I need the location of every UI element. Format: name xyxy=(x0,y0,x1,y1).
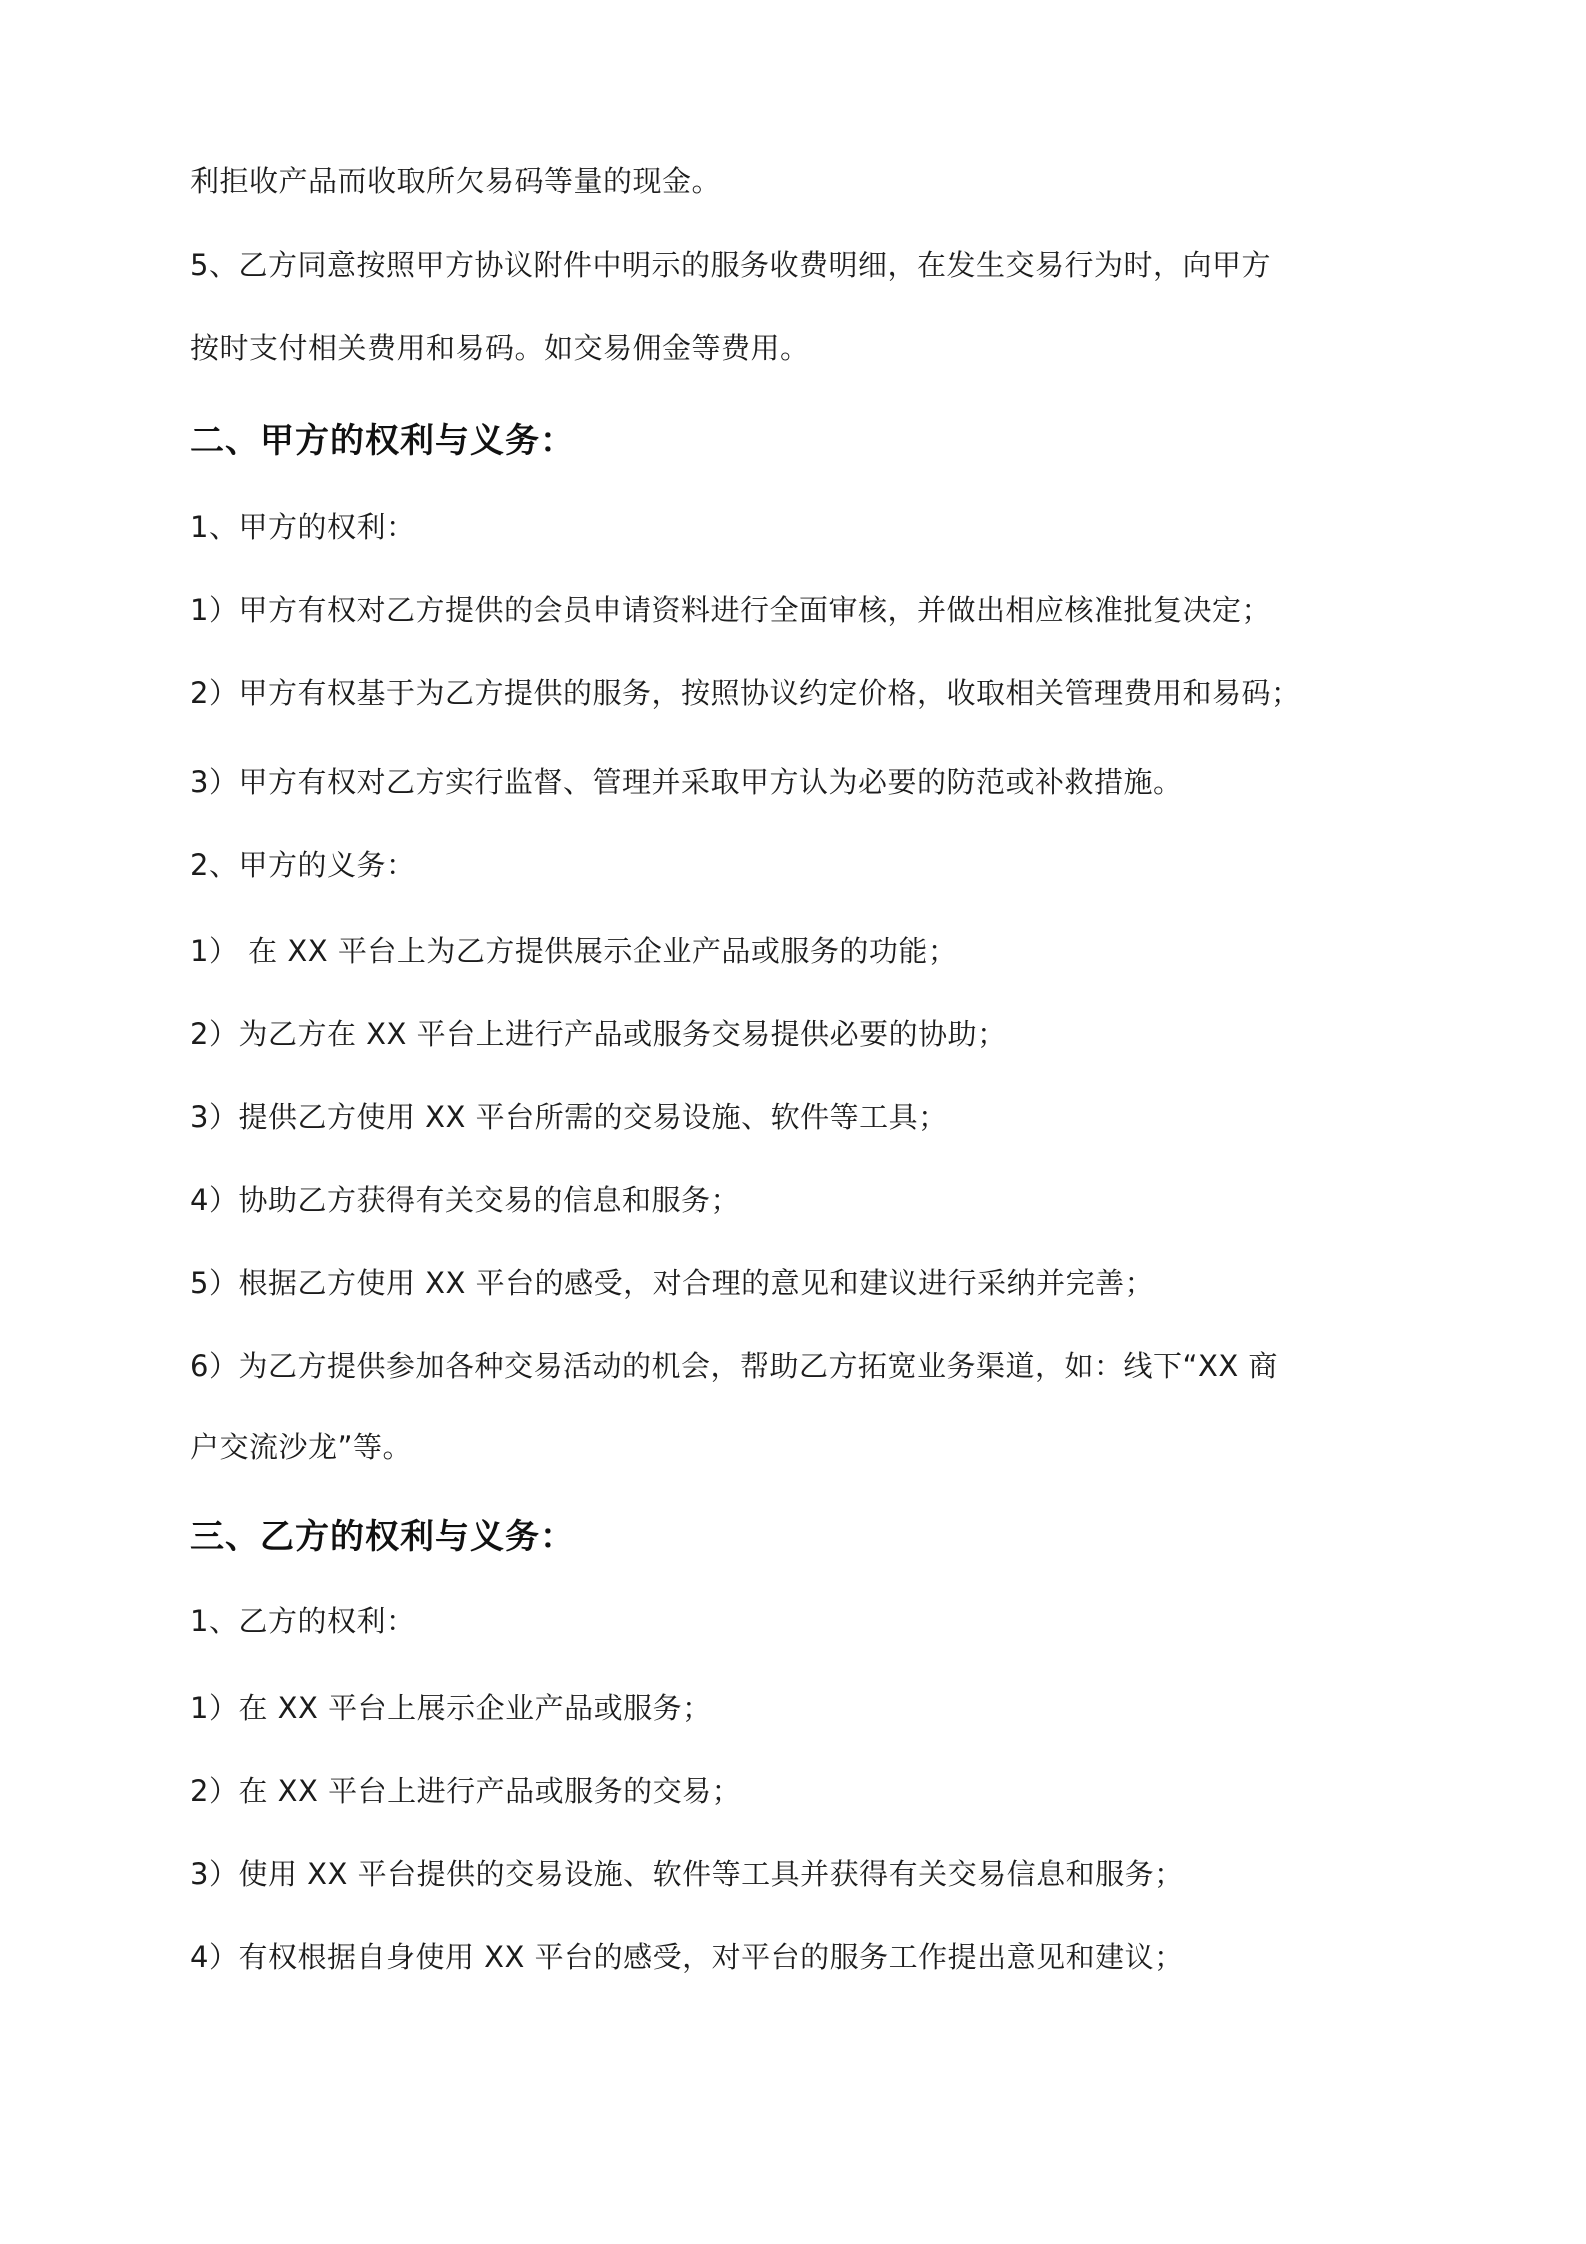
list-item: 2）在 XX 平台上进行产品或服务的交易； xyxy=(190,1774,742,1808)
list-item: 1）在 XX 平台上展示企业产品或服务； xyxy=(190,1691,712,1725)
list-item: 3）甲方有权对乙方实行监督、管理并采取甲方认为必要的防范或补救措施。 xyxy=(190,765,1183,799)
subsection-title-party-a-rights: 1、甲方的权利： xyxy=(190,510,416,544)
list-item-cont: 户交流沙龙”等。 xyxy=(190,1430,413,1464)
paragraph-continuation: 利拒收产品而收取所欠易码等量的现金。 xyxy=(190,164,722,198)
list-item: 5）根据乙方使用 XX 平台的感受，对合理的意见和建议进行采纳并完善； xyxy=(190,1266,1155,1300)
list-item: 4）有权根据自身使用 XX 平台的感受，对平台的服务工作提出意见和建议； xyxy=(190,1940,1184,1974)
section-heading-2: 二、甲方的权利与义务： xyxy=(190,421,575,461)
paragraph-item-5: 5、乙方同意按照甲方协议附件中明示的服务收费明细，在发生交易行为时，向甲方 xyxy=(190,248,1271,282)
list-item: 1） 在 XX 平台上为乙方提供展示企业产品或服务的功能； xyxy=(190,934,958,968)
subsection-title-party-b-rights: 1、乙方的权利： xyxy=(190,1604,416,1638)
list-item: 3）提供乙方使用 XX 平台所需的交易设施、软件等工具； xyxy=(190,1100,948,1134)
paragraph-item-5-cont: 按时支付相关费用和易码。如交易佣金等费用。 xyxy=(190,331,810,365)
list-item: 3）使用 XX 平台提供的交易设施、软件等工具并获得有关交易信息和服务； xyxy=(190,1857,1184,1891)
list-item: 2）为乙方在 XX 平台上进行产品或服务交易提供必要的协助； xyxy=(190,1017,1007,1051)
section-heading-3: 三、乙方的权利与义务： xyxy=(190,1517,575,1557)
list-item: 2）甲方有权基于为乙方提供的服务，按照协议约定价格，收取相关管理费用和易码； xyxy=(190,676,1301,710)
list-item: 4）协助乙方获得有关交易的信息和服务； xyxy=(190,1183,740,1217)
list-item: 1）甲方有权对乙方提供的会员申请资料进行全面审核，并做出相应核准批复决定； xyxy=(190,593,1271,627)
list-item: 6）为乙方提供参加各种交易活动的机会，帮助乙方拓宽业务渠道，如：线下“XX 商 xyxy=(190,1349,1278,1383)
subsection-title-party-a-duties: 2、甲方的义务： xyxy=(190,848,416,882)
